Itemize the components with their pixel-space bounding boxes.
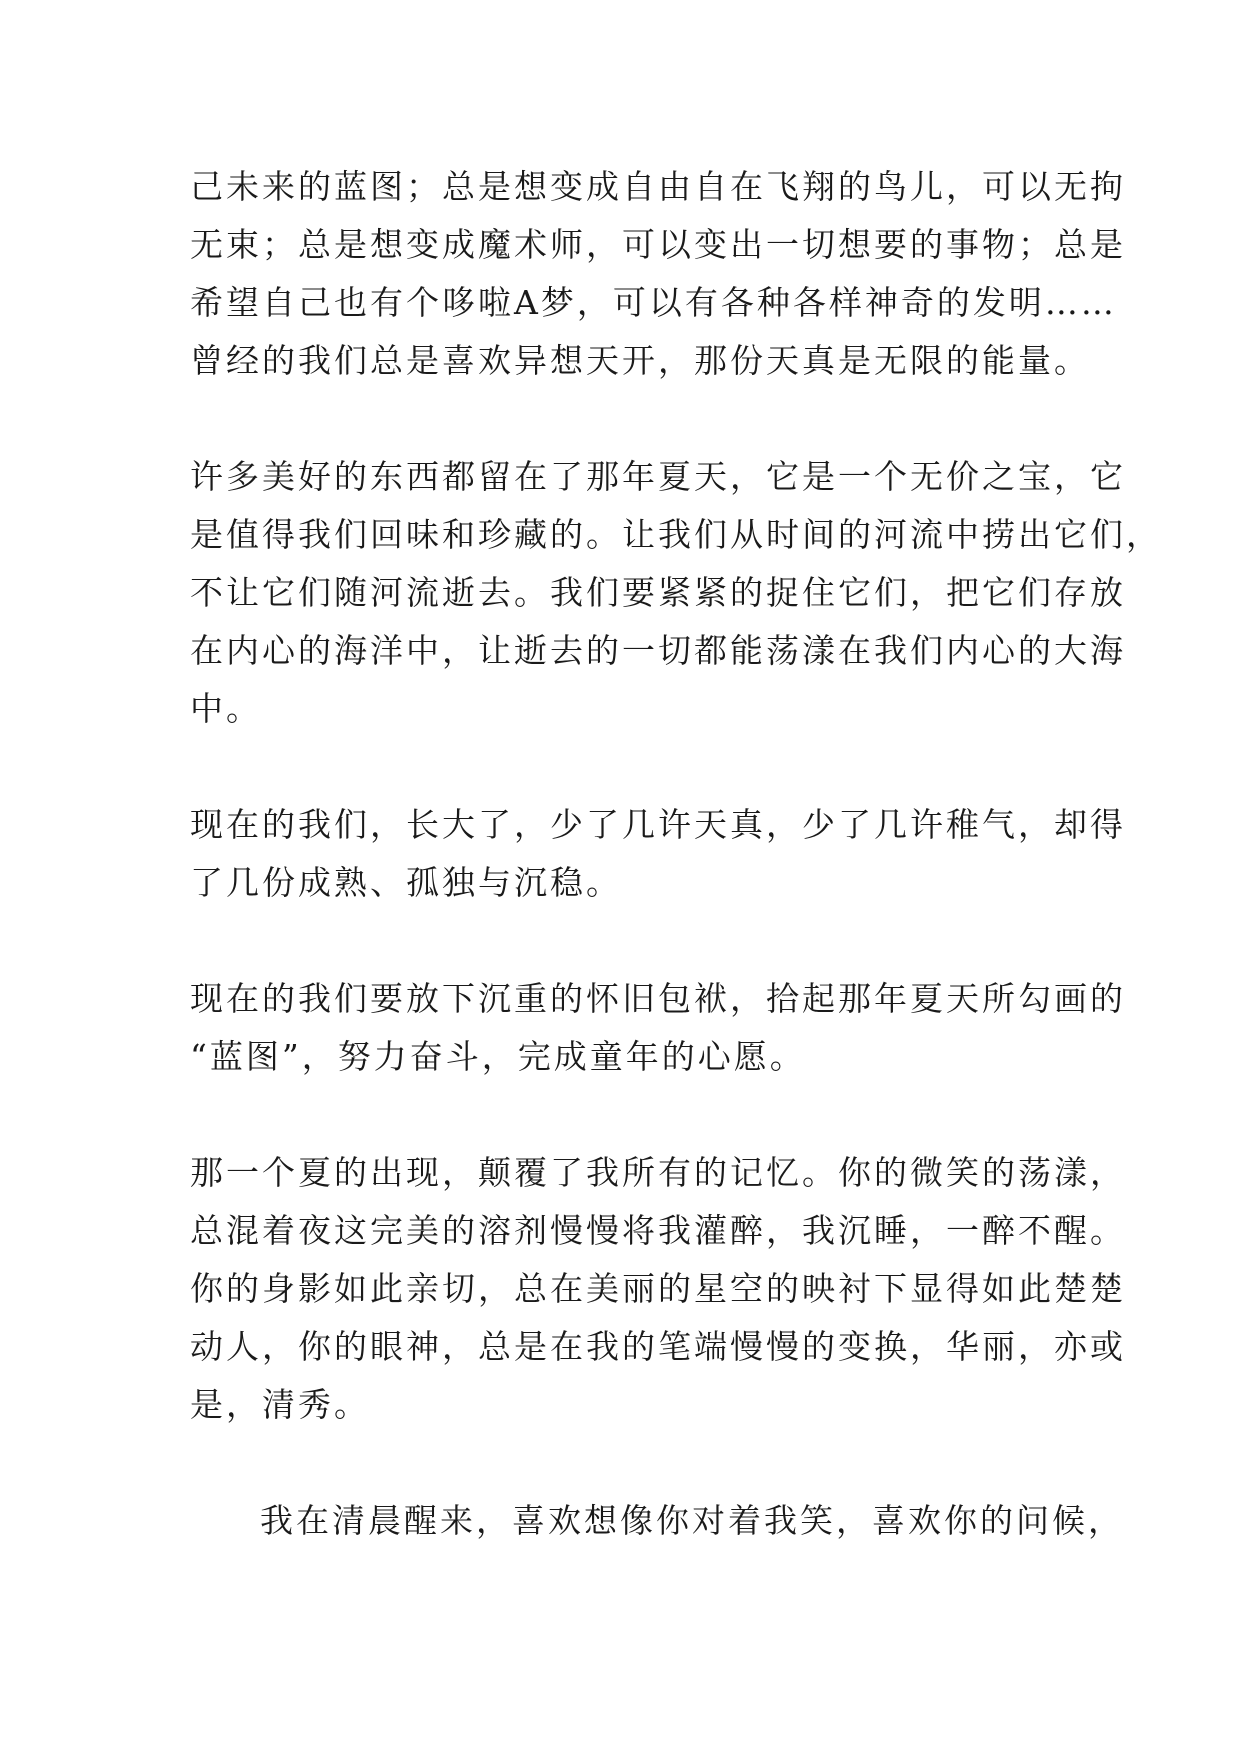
- text-line: 希望自己也有个哆啦A梦，可以有各种各样神奇的发明……: [190, 283, 1117, 322]
- text-line: 现在的我们，长大了，少了几许天真，少了几许稚气，却得: [190, 805, 1126, 844]
- document-body: [190, 158, 1162, 1550]
- paragraph-1: [190, 158, 1126, 390]
- text-line: 中。: [190, 689, 262, 728]
- text-line: 总混着夜这完美的溶剂慢慢将我灌醉，我沉睡，一醉不醒。: [190, 1211, 1126, 1250]
- paragraph-2: [190, 448, 1162, 738]
- text-line: 动人，你的眼神，总是在我的笔端慢慢的变换，华丽，亦或: [190, 1327, 1126, 1366]
- paragraph-6: [190, 1492, 1124, 1550]
- text-line: 不让它们随河流逝去。我们要紧紧的捉住它们，把它们存放: [190, 573, 1126, 612]
- text-line: 曾经的我们总是喜欢异想天开，那份天真是无限的能量。: [190, 341, 1090, 380]
- text-line: 我在清晨醒来，喜欢想像你对着我笑，喜欢你的问候，: [260, 1501, 1124, 1540]
- text-line: 那一个夏的出现，颠覆了我所有的记忆。你的微笑的荡漾，: [190, 1153, 1126, 1192]
- paragraph-3: [190, 796, 1126, 912]
- paragraph-4: [190, 970, 1126, 1086]
- text-line: 了几份成熟、孤独与沉稳。: [190, 863, 622, 902]
- text-line: “蓝图”，努力奋斗，完成童年的心愿。: [190, 1037, 806, 1076]
- text-line: 己未来的蓝图；总是想变成自由自在飞翔的鸟儿，可以无拘: [190, 167, 1126, 206]
- text-line: 无束；总是想变成魔术师，可以变出一切想要的事物；总是: [190, 225, 1126, 264]
- text-line: 现在的我们要放下沉重的怀旧包袱，拾起那年夏天所勾画的: [190, 979, 1126, 1018]
- text-line: 在内心的海洋中，让逝去的一切都能荡漾在我们内心的大海: [190, 631, 1126, 670]
- text-line: 许多美好的东西都留在了那年夏天，它是一个无价之宝，它: [190, 457, 1126, 496]
- text-line: 是，清秀。: [190, 1385, 370, 1424]
- text-line: 你的身影如此亲切，总在美丽的星空的映衬下显得如此楚楚: [190, 1269, 1126, 1308]
- text-line: 是值得我们回味和珍藏的。让我们从时间的河流中捞出它们，: [190, 515, 1162, 554]
- paragraph-5: [190, 1144, 1126, 1434]
